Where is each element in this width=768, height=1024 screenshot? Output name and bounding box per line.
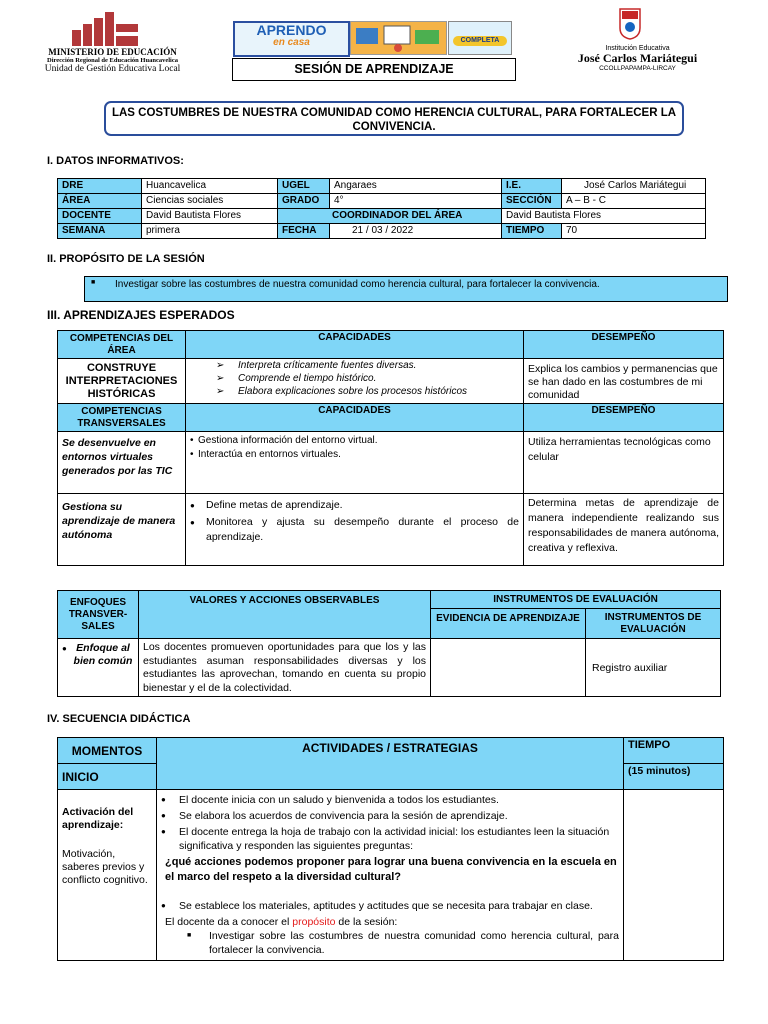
header-capacidades-2: CAPACIDADES bbox=[186, 404, 524, 432]
ministry-logo bbox=[70, 10, 142, 46]
label-area: ÁREA bbox=[58, 194, 142, 209]
header-tiempo: TIEMPO bbox=[624, 738, 724, 764]
direccion-regional: Dirección Regional de Educación Huancavelica bbox=[47, 57, 178, 64]
actividad-item: ● Se elabora los acuerdos de convivencia para la sesión de aprendizaje. bbox=[161, 809, 619, 823]
aprendo-text: APRENDO bbox=[256, 22, 327, 38]
label-ie: I.E. bbox=[502, 179, 562, 194]
actividad-item: ● El docente inicia con un saludo y bienvenida a todos los estudiantes. bbox=[161, 793, 619, 807]
secuencia-table bbox=[57, 737, 724, 961]
enfoques-table bbox=[57, 590, 721, 697]
tiempo-cell bbox=[624, 790, 724, 961]
header-momentos: MOMENTOS bbox=[58, 738, 157, 764]
label-coordinador bbox=[278, 209, 502, 224]
inicio-tiempo: (15 minutos) bbox=[624, 764, 724, 790]
value-grado: 4° bbox=[330, 194, 502, 209]
proposito-detalle-item: ■ Investigar sobre las costumbres de nuestra comunidad como herencia cultural, para fortalecer la convivencia. bbox=[187, 929, 619, 957]
header-capacidades: CAPACIDADES bbox=[186, 331, 524, 359]
section-proposito-heading: II. PROPÓSITO DE LA SESIÓN bbox=[47, 253, 205, 265]
actividad-item: ● El docente entrega la hoja de trabajo con la actividad inicial: los estudiantes leen la situación significativa y responden las siguientes preguntas: bbox=[161, 825, 619, 853]
label-coordinador-text: COORDINADOR DEL ÁREA bbox=[332, 210, 463, 221]
datos-row bbox=[58, 179, 706, 194]
section-aprendizajes-heading: III. APRENDIZAJES ESPERADOS bbox=[47, 308, 235, 322]
proposito-word: propósito bbox=[292, 916, 336, 928]
value-fecha: 21 / 03 / 2022 bbox=[330, 224, 502, 239]
school-shield-icon bbox=[619, 8, 641, 40]
value-docente: David Bautista Flores bbox=[142, 209, 278, 224]
section-secuencia-heading: IV. SECUENCIA DIDÁCTICA bbox=[47, 713, 191, 725]
en-casa-text: en casa bbox=[273, 37, 310, 48]
desempeno-tic: Utiliza herramientas tecnológicas como celular bbox=[524, 432, 724, 494]
actividad-item: ● Se establece los materiales, aptitudes y actitudes que se necesita para trabajar en clase. bbox=[161, 899, 619, 913]
value-tiempo: 70 bbox=[562, 224, 706, 239]
label-docente: DOCENTE bbox=[58, 209, 142, 224]
value-semana: primera bbox=[142, 224, 278, 239]
competencia-area: CONSTRUYE INTERPRETACIONES HISTÓRICAS bbox=[58, 359, 186, 404]
momento-inicio: INICIO bbox=[58, 764, 157, 790]
proposito-item: ■ Investigar sobre las costumbres de nuestra comunidad como herencia cultural, para fortalecer la convivencia. bbox=[91, 279, 721, 290]
value-dre: Huancavelica bbox=[142, 179, 278, 194]
value-ie: José Carlos Mariátegui bbox=[562, 179, 706, 194]
transversal-autonoma: Gestiona su aprendizaje de manera autónoma bbox=[58, 494, 186, 566]
capacidades-autonoma-cell bbox=[186, 494, 524, 566]
label-seccion: SECCIÓN bbox=[502, 194, 562, 209]
header-instrumentos-eval: INSTRUMENTOS DE EVALUACIÓN bbox=[586, 609, 721, 639]
capacidades-tic-cell bbox=[186, 432, 524, 494]
datos-table bbox=[57, 178, 706, 239]
desempeno-autonoma: Determina metas de aprendizaje de manera independiente realizando sus responsabilidades de manera autónoma, creativa y reflexiva. bbox=[524, 494, 724, 566]
session-topic-title: LAS COSTUMBRES DE NUESTRA COMUNIDAD COMO HERENCIA CULTURAL, PARA FORTALECER LA CONVIVENCIA. bbox=[104, 101, 684, 136]
header-evidencia: EVIDENCIA DE APRENDIZAJE bbox=[431, 609, 586, 639]
capacidad-item: ➢ Comprende el tiempo histórico. bbox=[216, 373, 519, 385]
header-desempeno-2: DESEMPEÑO bbox=[524, 404, 724, 432]
instrumento-text: Registro auxiliar bbox=[586, 639, 721, 697]
header-enfoques: ENFOQUES TRANSVER-SALES bbox=[58, 591, 139, 639]
header-instrumentos: INSTRUMENTOS DE EVALUACIÓN bbox=[431, 591, 721, 609]
capacidades-area-cell bbox=[186, 359, 524, 404]
capacidad-item: • Gestiona información del entorno virtual. bbox=[190, 435, 519, 447]
enfoque-item: ● Enfoque al bien común bbox=[62, 642, 134, 668]
session-title: SESIÓN DE APRENDIZAJE bbox=[232, 58, 516, 81]
aprendo-illustration bbox=[350, 21, 447, 55]
label-tiempo: TIEMPO bbox=[502, 224, 562, 239]
value-coordinador: David Bautista Flores bbox=[502, 209, 706, 224]
capacidad-item: • Interactúa en entornos virtuales. bbox=[190, 449, 519, 461]
label-dre: DRE bbox=[58, 179, 142, 194]
label-semana: SEMANA bbox=[58, 224, 142, 239]
ministry-name: MINISTERIO DE EDUCACIÓN bbox=[48, 47, 177, 57]
header-actividades: ACTIVIDADES / ESTRATEGIAS bbox=[157, 738, 624, 790]
header-valores: VALORES Y ACCIONES OBSERVABLES bbox=[139, 591, 431, 639]
pregunta-text: ¿qué acciones podemos proponer para lograr una buena convivencia en la escuela en el marco del respeto a la diversidad cultural? bbox=[165, 856, 617, 883]
capacidad-item: ➢ Elabora explicaciones sobre los procesos históricos bbox=[216, 386, 519, 398]
datos-row bbox=[58, 209, 706, 224]
capacidad-item: ● Monitorea y ajusta su desempeño durante el proceso de aprendizaje. bbox=[190, 515, 519, 545]
proposito-box bbox=[84, 276, 728, 302]
header-competencias: COMPETENCIAS DEL ÁREA bbox=[58, 331, 186, 359]
datos-row bbox=[58, 224, 706, 239]
motivacion-text: Motivación, saberes previos y conflicto cognitivo. bbox=[62, 848, 148, 886]
label-grado: GRADO bbox=[278, 194, 330, 209]
label-fecha: FECHA bbox=[278, 224, 330, 239]
momento-detalle-cell bbox=[58, 790, 157, 961]
unidad-gestion: Unidad de Gestión Educativa Local bbox=[44, 64, 181, 74]
value-seccion: A – B - C bbox=[562, 194, 706, 209]
school-label: Institución Educativa bbox=[605, 45, 670, 52]
header-desempeno: DESEMPEÑO bbox=[524, 331, 724, 359]
transversal-tic: Se desenvuelve en entornos virtuales generados por las TIC bbox=[58, 432, 186, 494]
school-place: CCOLLPAPAMPA-LIRCAY bbox=[599, 65, 676, 72]
aprendizajes-table bbox=[57, 330, 724, 566]
school-name: José Carlos Mariátegui bbox=[577, 51, 698, 65]
value-area: Ciencias sociales bbox=[142, 194, 278, 209]
activacion-label: Activación del aprendizaje: bbox=[62, 806, 134, 831]
proposito-post: de la sesión: bbox=[335, 916, 398, 928]
value-ugel: Angaraes bbox=[330, 179, 502, 194]
label-ugel: UGEL bbox=[278, 179, 330, 194]
section-datos-heading: I. DATOS INFORMATIVOS: bbox=[47, 155, 184, 167]
evidencia-text bbox=[431, 639, 586, 697]
aprendo-en-casa-banner bbox=[233, 21, 350, 57]
completa-badge bbox=[448, 21, 512, 55]
enfoque-cell bbox=[58, 639, 139, 697]
capacidad-item: ➢ Interpreta críticamente fuentes diversas. bbox=[216, 360, 519, 372]
proposito-intro bbox=[165, 915, 619, 929]
actividades-cell bbox=[157, 790, 624, 961]
header-transversales: COMPETENCIAS TRANSVERSALES bbox=[58, 404, 186, 432]
capacidad-item: ● Define metas de aprendizaje. bbox=[190, 498, 519, 513]
desempeno-area: Explica los cambios y permanencias que se han dado en las costumbres de mi comunidad bbox=[524, 359, 724, 404]
datos-row bbox=[58, 194, 706, 209]
valores-text: Los docentes promueven oportunidades para que los y las estudiantes asuman responsabilidades diversas y los estudiantes las aprovechan, tomando en cuenta su propio bienestar y el de la colectividad. bbox=[139, 639, 431, 697]
completa-text: COMPLETA bbox=[453, 36, 507, 46]
proposito-pre: El docente da a conocer el bbox=[165, 916, 293, 928]
